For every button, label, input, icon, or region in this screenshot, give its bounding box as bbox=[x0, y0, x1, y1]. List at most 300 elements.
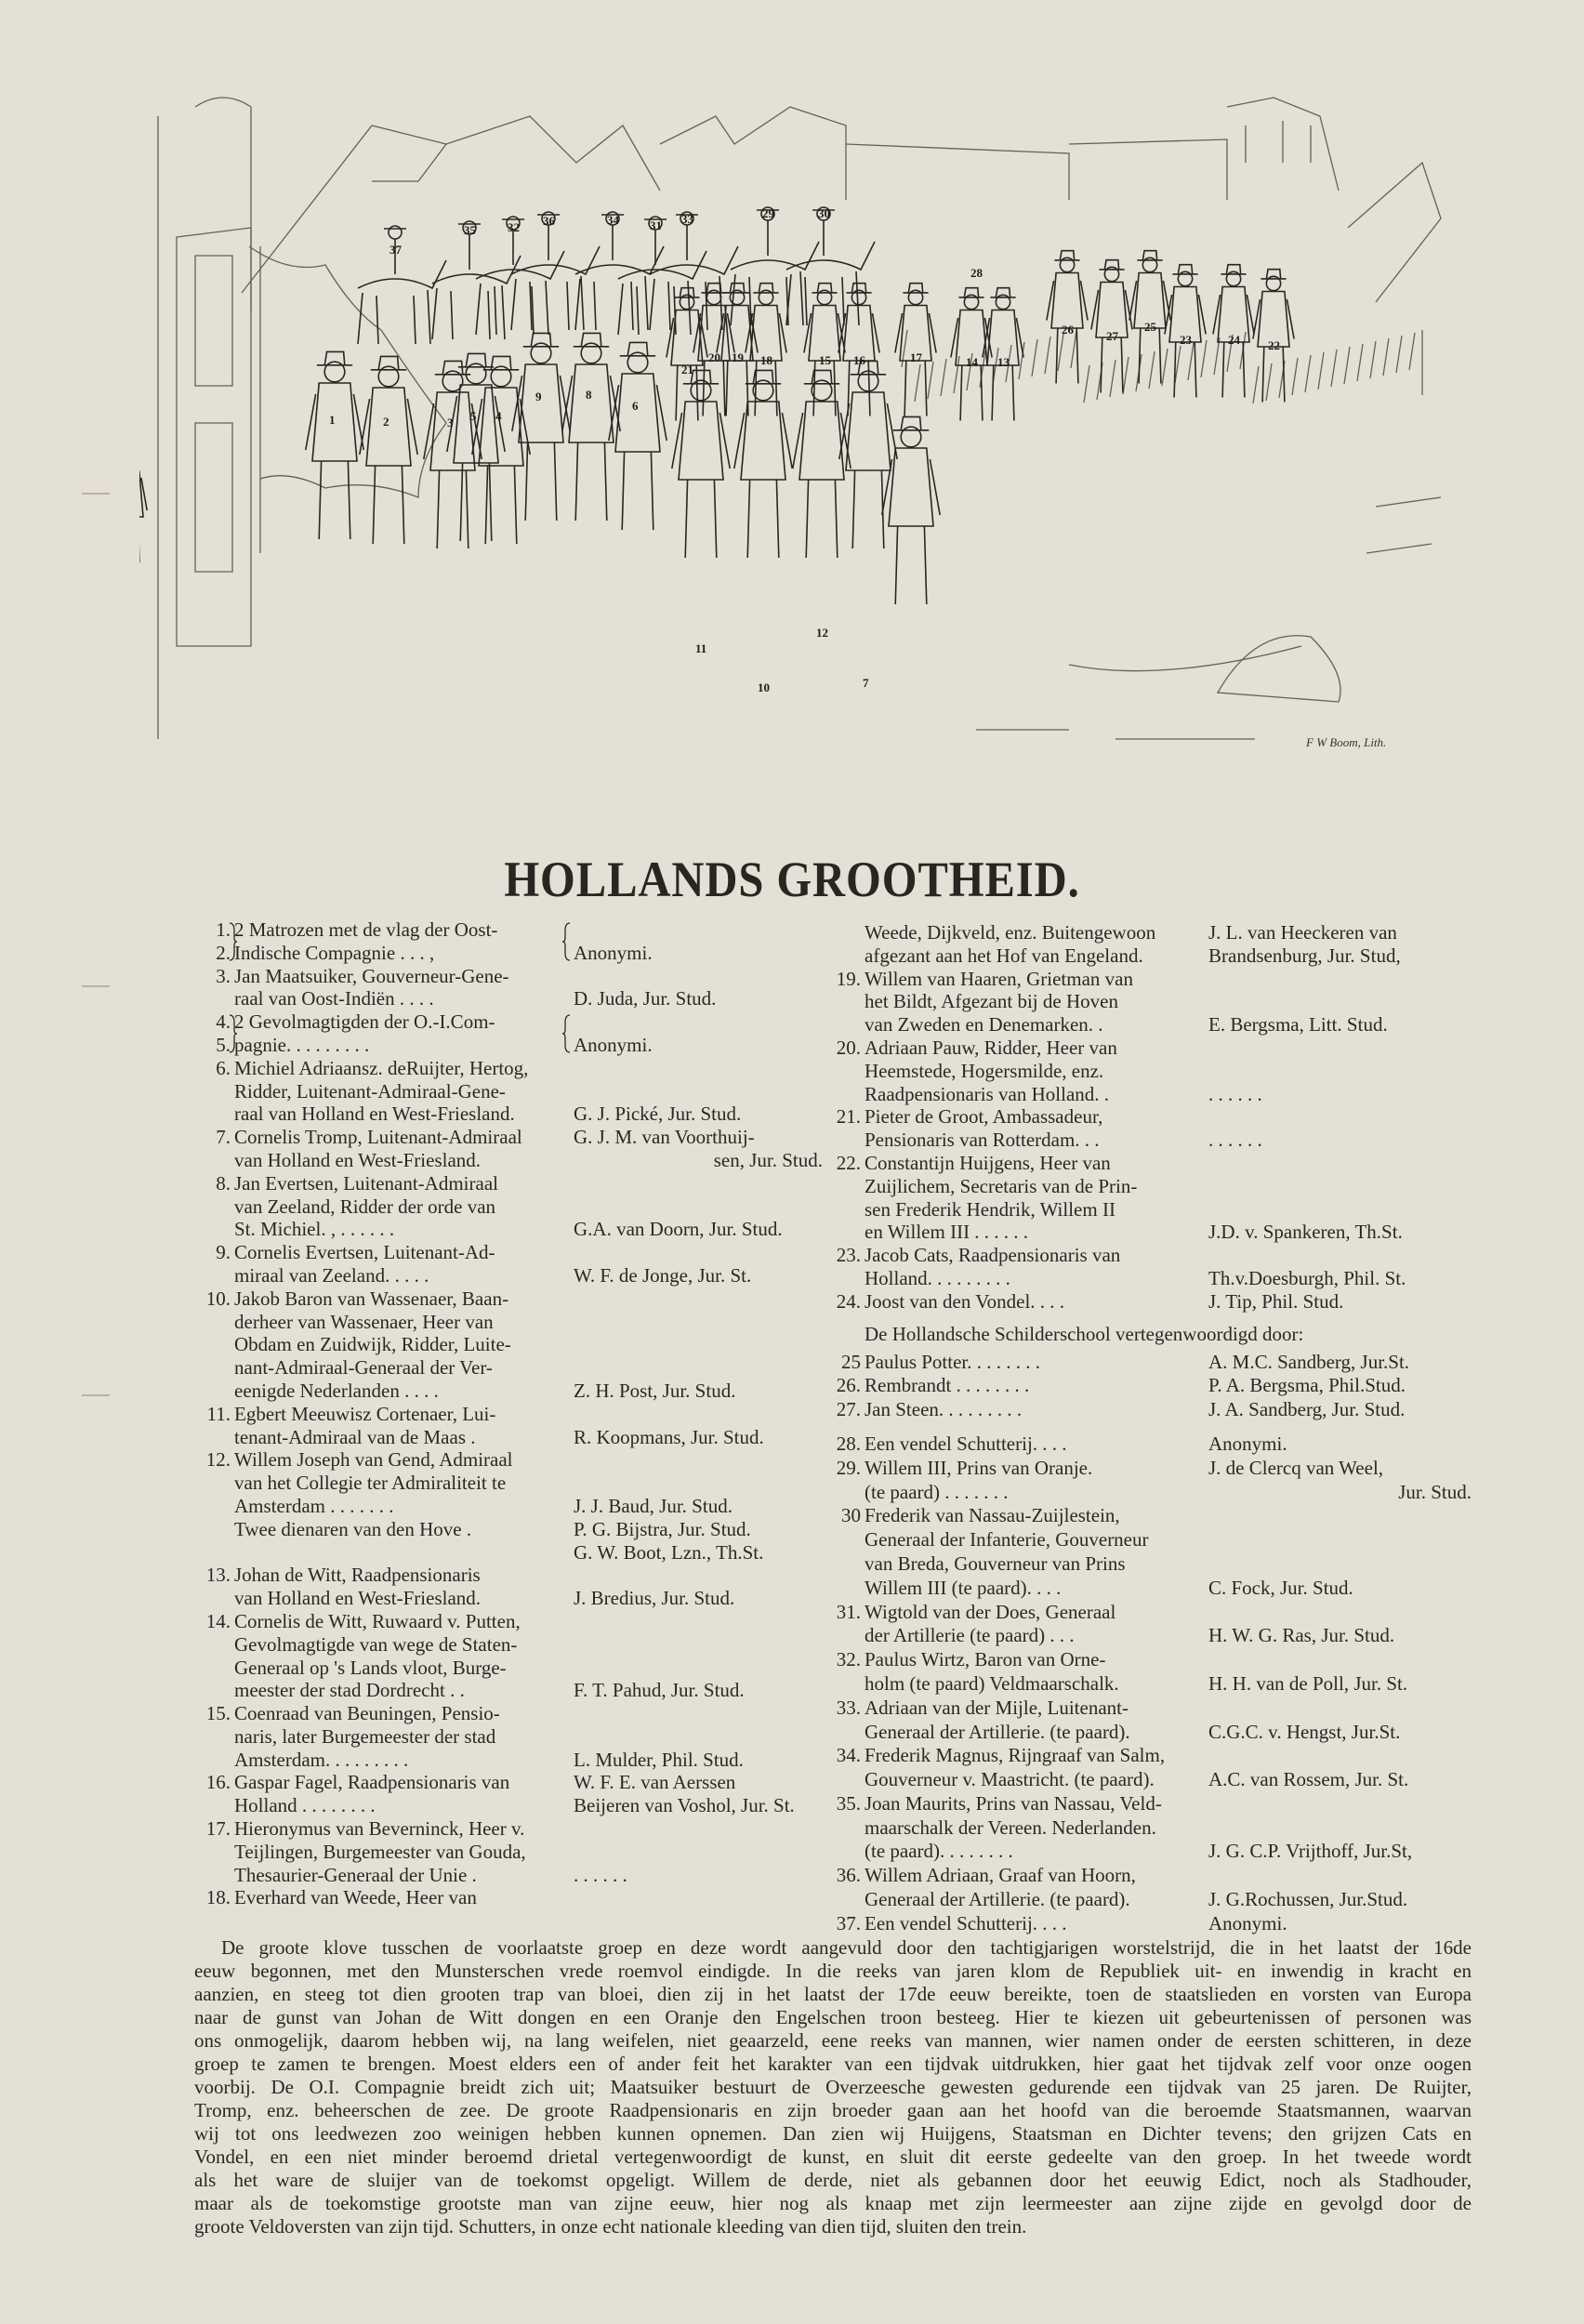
character-description: Willem van Haaren, Grietman van bbox=[865, 967, 1133, 990]
figure-icon bbox=[1253, 270, 1294, 403]
paragraph-line-text: maar als de toekomstige grootste man van zijne eeuw, hier nog als knaap met zijn leermeester aan zijne zijde en gevolgd door de bbox=[194, 2192, 1472, 2214]
pike-icon bbox=[1383, 338, 1389, 376]
entry-number: 7. bbox=[216, 1126, 231, 1149]
performer-name: Beijeren van Voshol, Jur. St. bbox=[574, 1794, 795, 1817]
cast-entry-line bbox=[818, 1697, 1303, 1721]
performer-name: Z. H. Post, Jur. Stud. bbox=[574, 1379, 736, 1402]
character-description: Cornelis Tromp, Luitenant-Admiraal bbox=[234, 1126, 522, 1149]
character-description: Pieter de Groot, Ambassadeur, bbox=[865, 1105, 1103, 1129]
pike-icon bbox=[1370, 341, 1376, 378]
performer-name: P. G. Bijstra, Jur. Stud. bbox=[574, 1517, 751, 1540]
cast-entry-line bbox=[818, 1037, 1303, 1060]
entry-number: 36. bbox=[836, 1864, 861, 1887]
entry-number: 1. bbox=[216, 918, 231, 941]
cast-entry-line bbox=[818, 1433, 1303, 1457]
performer-name: C.G.C. v. Hengst, Jur.St. bbox=[1208, 1720, 1401, 1743]
character-description: Gaspar Fagel, Raadpensionaris van bbox=[234, 1771, 510, 1794]
figure-icon bbox=[672, 370, 730, 558]
performer-name: C. Fock, Jur. Stud. bbox=[1208, 1576, 1353, 1599]
performer-name: Brandsenburg, Jur. Stud, bbox=[1208, 944, 1401, 967]
character-description: Joost van den Vondel. . . . bbox=[865, 1289, 1065, 1313]
cast-entry-line bbox=[818, 944, 1401, 968]
paragraph-line bbox=[194, 2099, 1472, 2122]
cast-entry-line bbox=[818, 1552, 1303, 1577]
cast-entry-line bbox=[818, 1504, 1303, 1528]
character-description: Willem Joseph van Gend, Admiraal bbox=[234, 1448, 513, 1472]
character-description: Obdam en Zuidwijk, Ridder, Luite- bbox=[234, 1333, 511, 1356]
figure-number-label: 31 bbox=[650, 218, 662, 232]
pike-icon bbox=[1331, 350, 1337, 387]
entry-number: 22. bbox=[836, 1151, 861, 1174]
entry-number: 4. bbox=[216, 1010, 231, 1034]
figure-number-label: 17 bbox=[910, 350, 922, 364]
performer-name: G.A. van Doorn, Jur. Stud. bbox=[574, 1218, 783, 1241]
performer-name: G. J. M. van Voorthuij- bbox=[574, 1126, 755, 1149]
performer-name: J. Tip, Phil. Stud. bbox=[1208, 1289, 1344, 1313]
figure-number-label: 29 bbox=[762, 206, 774, 220]
cast-entry-line bbox=[818, 1289, 1344, 1314]
entry-number: 12. bbox=[205, 1448, 231, 1472]
cast-entry-line bbox=[818, 1480, 1472, 1505]
cast-entry-line bbox=[818, 1244, 1303, 1267]
paragraph-line-text: Tromp, enz. beheerschen de zee. De groote Raadpensionaris en zijn broeder gaan aan het hoofd van die beroemde Staatsmannen, waarvan bbox=[194, 2099, 1472, 2121]
figure-number-label: 9 bbox=[535, 390, 542, 403]
character-description: Jan Evertsen, Luitenant-Admiraal bbox=[234, 1171, 498, 1195]
performer-name: J. G.Rochussen, Jur.Stud. bbox=[1208, 1888, 1408, 1911]
entry-number: 15. bbox=[205, 1702, 231, 1725]
brace-icon bbox=[561, 1013, 571, 1054]
performer-name: H. W. G. Ras, Jur. Stud. bbox=[1208, 1624, 1395, 1647]
performer-name: . . . . . . bbox=[1208, 1129, 1262, 1152]
character-description: raal van Holland en West-Friesland. bbox=[234, 1103, 515, 1126]
character-description: Paulus Wirtz, Baron van Orne- bbox=[865, 1648, 1106, 1671]
character-description: Willem Adriaan, Graaf van Hoorn, bbox=[865, 1864, 1136, 1887]
sketch-line bbox=[249, 246, 446, 497]
pike-icon bbox=[1305, 355, 1311, 392]
figure-number-label: 7 bbox=[863, 676, 869, 690]
cast-entry-line bbox=[818, 1601, 1303, 1625]
entry-number: 28. bbox=[836, 1432, 861, 1455]
figure-icon bbox=[1047, 251, 1088, 384]
pike-icon bbox=[1214, 337, 1220, 375]
character-description: (te paard). . . . . . . . bbox=[865, 1840, 1013, 1863]
performer-name: J. J. Baud, Jur. Stud. bbox=[574, 1494, 733, 1517]
sketch-line bbox=[195, 423, 232, 572]
entry-number: 14. bbox=[205, 1609, 231, 1632]
pike-icon bbox=[1188, 343, 1194, 380]
entry-number: 10. bbox=[205, 1287, 231, 1310]
figure-number-label: 16 bbox=[853, 353, 865, 367]
paragraph-line bbox=[194, 1960, 1472, 1983]
sketch-line bbox=[1069, 646, 1301, 671]
character-description: Gouverneur v. Maastricht. (te paard). bbox=[865, 1768, 1155, 1791]
character-description: van Holland en West-Friesland. bbox=[234, 1148, 482, 1171]
figure-number-label: 3 bbox=[447, 416, 454, 429]
character-description: Heemstede, Hogersmilde, enz. bbox=[865, 1059, 1104, 1082]
figure-icon bbox=[306, 351, 363, 539]
cast-entry-line bbox=[818, 1398, 1406, 1422]
cast-entry-line bbox=[818, 1266, 1406, 1290]
performer-name: Anonymi. bbox=[574, 941, 653, 964]
paragraph-line-text: eeuw begonnen, met den Munsterschen vrede roemvol eindigde. In die reeks van jaren klom de Republiek uit- en inwendig in kracht en bbox=[194, 1960, 1472, 1982]
pike-icon bbox=[1253, 366, 1259, 403]
cast-entry-line bbox=[818, 1350, 1410, 1375]
character-description: Adriaan Pauw, Ridder, Heer van bbox=[865, 1036, 1117, 1059]
character-description: Willem III, Prins van Oranje. bbox=[865, 1456, 1093, 1479]
paragraph-line bbox=[194, 2029, 1472, 2053]
pike-icon bbox=[1201, 340, 1207, 377]
entry-number: 3. bbox=[216, 964, 231, 987]
binding-mark bbox=[82, 493, 110, 495]
character-description: pagnie. . . . . . . . . bbox=[234, 1033, 370, 1056]
character-description: St. Michiel. , . . . . . . bbox=[234, 1218, 395, 1241]
figure-icon bbox=[838, 284, 879, 416]
entry-number: 18. bbox=[205, 1886, 231, 1909]
pike-icon bbox=[1058, 334, 1063, 371]
cast-entry-line bbox=[818, 1105, 1303, 1129]
entry-number: 33. bbox=[836, 1696, 861, 1719]
cast-entry-line bbox=[818, 1840, 1413, 1864]
performer-name: J. L. van Heeckeren van bbox=[1208, 921, 1397, 944]
performer-name: . . . . . . bbox=[1208, 1082, 1262, 1105]
performer-name: R. Koopmans, Jur. Stud. bbox=[574, 1425, 764, 1448]
entry-number: 23. bbox=[836, 1244, 861, 1267]
character-description: Generaal der Artillerie. (te paard). bbox=[865, 1888, 1130, 1911]
character-description: raal van Oost-Indiën . . . . bbox=[234, 987, 434, 1010]
character-description: Zuijlichem, Secretaris van de Prin- bbox=[865, 1174, 1138, 1197]
paragraph-line bbox=[194, 2192, 1472, 2215]
character-description: afgezant aan het Hof van Engeland. bbox=[865, 944, 1143, 967]
cast-entry-line bbox=[818, 1671, 1408, 1697]
binding-mark bbox=[82, 985, 110, 987]
pike-icon bbox=[1292, 358, 1298, 395]
horse-rider-icon bbox=[618, 217, 706, 335]
performer-name: Anonymi. bbox=[574, 1033, 653, 1056]
entry-number: 30 bbox=[841, 1504, 861, 1527]
entry-number: 26. bbox=[836, 1374, 861, 1397]
performer-name: J. de Clercq van Weel, bbox=[1208, 1456, 1384, 1479]
figure-icon bbox=[512, 333, 570, 521]
pike-icon bbox=[1032, 339, 1037, 376]
sketch-line bbox=[1218, 636, 1340, 702]
figure-number-label: 6 bbox=[632, 399, 639, 413]
brace-icon bbox=[229, 921, 238, 962]
character-description: Hieronymus van Beverninck, Heer v. bbox=[234, 1817, 525, 1841]
paragraph-line bbox=[194, 2053, 1472, 2076]
figure-icon bbox=[746, 284, 786, 416]
character-description: Cornelis Evertsen, Luitenant-Ad- bbox=[234, 1241, 495, 1264]
performer-name: J. A. Sandberg, Jur. Stud. bbox=[1208, 1398, 1406, 1421]
performer-name: Th.v.Doesburgh, Phil. St. bbox=[1208, 1266, 1406, 1289]
character-description: Everhard van Weede, Heer van bbox=[234, 1886, 477, 1909]
character-description: Frederik Magnus, Rijngraaf van Salm, bbox=[865, 1744, 1166, 1767]
character-description: naris, later Burgemeester der stad bbox=[234, 1724, 496, 1748]
pike-icon bbox=[1123, 357, 1129, 394]
pike-icon bbox=[941, 359, 946, 396]
entry-number: 35. bbox=[836, 1791, 861, 1815]
figure-number-label: 26 bbox=[1062, 323, 1074, 337]
character-description: Frederik van Nassau-Zuijlestein, bbox=[865, 1504, 1120, 1527]
entry-number: 5. bbox=[216, 1033, 231, 1056]
performer-name: W. F. E. van Aerssen bbox=[574, 1771, 736, 1794]
spacer bbox=[818, 1422, 1303, 1433]
character-description: Teijlingen, Burgemeester van Gouda, bbox=[234, 1840, 526, 1863]
performer-name: A.C. van Rossem, Jur. St. bbox=[1208, 1768, 1409, 1791]
figure-number-label: 35 bbox=[464, 223, 476, 237]
cast-entry-line bbox=[818, 1198, 1303, 1221]
procession-illustration bbox=[139, 88, 1459, 767]
cast-entry-line bbox=[818, 1129, 1303, 1152]
entry-number: 8. bbox=[216, 1171, 231, 1195]
figure-number-label: 19 bbox=[732, 350, 744, 364]
character-description: meester der stad Dordrecht . . bbox=[234, 1679, 465, 1702]
character-description: en Willem III . . . . . . bbox=[865, 1221, 1029, 1244]
paragraph-line-text: ons onmogelijk, daarom hebben wij, na lang weifelen, niet geaarzeld, eene reeks van mannen, wier namen onder de eersten schitteren, in deze bbox=[194, 2029, 1472, 2052]
figure-icon bbox=[1129, 251, 1170, 384]
entry-number: 6. bbox=[216, 1056, 231, 1079]
performer-name: P. A. Bergsma, Phil.Stud. bbox=[1208, 1374, 1406, 1397]
brace-icon bbox=[229, 1013, 238, 1054]
pike-icon bbox=[1344, 347, 1350, 384]
cast-entry-line bbox=[818, 1013, 1388, 1037]
performer-name: . . . . . . bbox=[574, 1863, 627, 1886]
entry-number: 34. bbox=[836, 1744, 861, 1767]
cast-entry-line bbox=[818, 1624, 1395, 1648]
paragraph-line-text: groote Veldoversten van zijn tijd. Schutters, in onze echt nationale kleeding van dien tijd, sluiten den trein. bbox=[194, 2215, 1027, 2238]
pike-icon bbox=[1409, 333, 1415, 370]
cast-entry-line bbox=[818, 1221, 1403, 1244]
cast-entry-line bbox=[818, 1456, 1384, 1481]
figure-number-label: 2 bbox=[383, 415, 389, 429]
sketch-line bbox=[1246, 121, 1311, 163]
entry-number: 9. bbox=[216, 1241, 231, 1264]
pike-icon bbox=[928, 362, 933, 399]
character-description: 2 Matrozen met de vlag der Oost- bbox=[234, 918, 498, 941]
pike-icon bbox=[1110, 360, 1115, 397]
sketch-line bbox=[1366, 497, 1441, 553]
entry-number: 17. bbox=[205, 1817, 231, 1841]
performer-name: J. G. C.P. Vrijthoff, Jur.St, bbox=[1208, 1840, 1413, 1863]
pike-icon bbox=[1396, 336, 1402, 373]
character-description: van Holland en West-Friesland. bbox=[234, 1587, 482, 1610]
figure-number-label: 25 bbox=[1144, 320, 1156, 334]
cast-entry-line bbox=[818, 968, 1303, 991]
character-description: Amsterdam . . . . . . . bbox=[234, 1494, 394, 1517]
performer-name: F. T. Pahud, Jur. Stud. bbox=[574, 1679, 745, 1702]
character-description: Weede, Dijkveld, enz. Buitengewoon bbox=[865, 921, 1156, 944]
figure-number-label: 10 bbox=[758, 680, 770, 694]
entry-number: 27. bbox=[836, 1398, 861, 1421]
character-description: Joan Maurits, Prins van Nassau, Veld- bbox=[865, 1791, 1162, 1815]
sketch-line bbox=[1348, 163, 1441, 302]
sketch-line bbox=[846, 144, 1069, 200]
character-description: Jacob Cats, Raadpensionaris van bbox=[865, 1244, 1121, 1267]
performer-name: G. J. Pické, Jur. Stud. bbox=[574, 1103, 742, 1126]
paragraph-line-text: Vondel, en een niet minder beroemd drietal vertegenwoordigt de kunst, en sluit dit eerste gedeelte van den groep. In het tweede wordt bbox=[194, 2146, 1472, 2168]
cast-entry-line bbox=[818, 1083, 1303, 1106]
character-description: Amsterdam. . . . . . . . . bbox=[234, 1748, 409, 1771]
pike-icon bbox=[1071, 331, 1076, 368]
figure-number-label: 30 bbox=[818, 206, 830, 220]
paragraph-line-text: voorbij. De O.I. Compagnie breidt zich uit; Maatsuiker bestuurt de Overzeesche gewesten gedurende een tijdvak van 25 jaren. De Ruijter, bbox=[194, 2076, 1472, 2098]
entry-number: 19. bbox=[836, 967, 861, 990]
entry-number: 2. bbox=[216, 941, 231, 964]
entry-number: 21. bbox=[836, 1105, 861, 1129]
paragraph-line bbox=[194, 2146, 1472, 2169]
character-description: Jan Maatsuiker, Gouverneur-Gene- bbox=[234, 964, 509, 987]
figure-number-label: 12 bbox=[816, 626, 828, 640]
cast-entry-line bbox=[818, 1792, 1303, 1816]
figure-number-label: 18 bbox=[760, 353, 772, 367]
character-description: van Breda, Gouverneur van Prins bbox=[865, 1552, 1126, 1575]
sketch-line bbox=[195, 256, 232, 386]
character-description: tenant-Admiraal van de Maas . bbox=[234, 1425, 476, 1448]
character-description: van het Collegie ter Admiraliteit te bbox=[234, 1472, 507, 1495]
sketch-line bbox=[446, 116, 660, 191]
pike-icon bbox=[1149, 351, 1155, 389]
paragraph-line-text: als het ware de sluijer van de toekomst opgeligt. Willem de derde, niet als gebannen door het eeuwig Edict, noch als Stadhouder, bbox=[194, 2169, 1472, 2191]
cast-entry-line bbox=[818, 921, 1397, 944]
performer-name: J. Bredius, Jur. Stud. bbox=[574, 1587, 735, 1610]
paragraph-line-text: naar de gunst van Johan de Witt dongen en een Oranje den Engelschen troon besteeg. Hier te kiezen uit gebeurtenissen of personen was bbox=[194, 2006, 1472, 2028]
character-description: Michiel Adriaansz. deRuijter, Hertog, bbox=[234, 1056, 529, 1079]
figure-number-label: 28 bbox=[970, 266, 983, 280]
figure-icon bbox=[734, 370, 792, 558]
figure-number-label: 23 bbox=[1180, 333, 1192, 347]
paragraph-line-text: aanzien, en steeg tot dien grooten trap van bloei, dien zij in het laatst der 17de eeuw bereikte, toen de staatslieden en vorsten van Europa bbox=[194, 1983, 1472, 2005]
figure-icon bbox=[447, 353, 505, 541]
character-description: Constantijn Huijgens, Heer van bbox=[865, 1151, 1111, 1174]
figure-number-label: 22 bbox=[1268, 338, 1280, 352]
cast-entry-line bbox=[818, 1912, 1303, 1936]
performer-name: D. Juda, Jur. Stud. bbox=[574, 987, 717, 1010]
cast-entry-line bbox=[818, 1720, 1401, 1745]
character-description: Cornelis de Witt, Ruwaard v. Putten, bbox=[234, 1609, 521, 1632]
pike-icon bbox=[1045, 337, 1050, 374]
character-description: der Artillerie (te paard) . . . bbox=[865, 1624, 1075, 1647]
binding-mark bbox=[82, 1394, 110, 1396]
pike-icon bbox=[1162, 349, 1168, 386]
cast-entry-line bbox=[818, 1888, 1408, 1912]
performer-name: sen, Jur. Stud. bbox=[713, 1148, 823, 1171]
cast-entry-line bbox=[818, 1864, 1303, 1888]
character-description: Twee dienaren van den Hove . bbox=[234, 1517, 472, 1540]
character-description: Jan Steen. . . . . . . . . bbox=[865, 1398, 1023, 1421]
figure-number-label: 27 bbox=[1106, 329, 1118, 343]
sketch-line bbox=[372, 125, 446, 181]
cast-entry-line bbox=[818, 1528, 1303, 1552]
figure-number-label: 5 bbox=[470, 409, 477, 423]
entry-number: 24. bbox=[836, 1289, 861, 1313]
cast-entry-line bbox=[818, 1175, 1303, 1198]
entry-number: 16. bbox=[205, 1771, 231, 1794]
character-description: Een vendel Schutterij. . . . bbox=[865, 1911, 1067, 1934]
cast-entry-line bbox=[818, 1060, 1303, 1083]
paragraph-line bbox=[194, 1983, 1472, 2006]
pike-icon bbox=[1318, 352, 1324, 390]
performer-name: H. H. van de Poll, Jur. St. bbox=[1208, 1671, 1408, 1695]
figure-icon bbox=[139, 459, 147, 562]
figure-number-label: 24 bbox=[1228, 333, 1240, 347]
entry-number: 37. bbox=[836, 1911, 861, 1934]
figure-number-label: 37 bbox=[389, 243, 402, 257]
character-description: Egbert Meeuwisz Cortenaer, Lui- bbox=[234, 1402, 496, 1425]
sketch-line bbox=[195, 98, 251, 311]
figure-icon bbox=[1213, 265, 1254, 398]
character-description: Generaal der Infanterie, Gouverneur bbox=[865, 1528, 1149, 1552]
character-description: maarschalk der Vereen. Nederlanden. bbox=[865, 1816, 1156, 1839]
page-title: HOLLANDS GROOTHEID. bbox=[504, 852, 1080, 907]
entry-number: 13. bbox=[205, 1564, 231, 1587]
entry-number: 20. bbox=[836, 1036, 861, 1059]
character-description: eenigde Nederlanden . . . . bbox=[234, 1379, 439, 1402]
lithographer-signature: F W Boom, Lith. bbox=[1306, 735, 1387, 749]
paragraph-line bbox=[194, 2076, 1472, 2099]
cast-entry-line bbox=[818, 1744, 1303, 1768]
character-description: derheer van Wassenaer, Heer van bbox=[234, 1310, 494, 1333]
paragraph-line bbox=[194, 2006, 1472, 2029]
performer-name: A. M.C. Sandberg, Jur.St. bbox=[1208, 1350, 1410, 1373]
character-description: 2 Gevolmagtigden der O.-I.Com- bbox=[234, 1010, 495, 1034]
character-description: sen Frederik Hendrik, Willem II bbox=[865, 1197, 1115, 1221]
character-description: het Bildt, Afgezant bij de Hoven bbox=[865, 990, 1118, 1013]
cast-entry-line bbox=[818, 1374, 1406, 1398]
sketch-line bbox=[1069, 139, 1227, 200]
section-heading: De Hollandsche Schilderschool vertegenwoordigd door: bbox=[865, 1322, 1304, 1345]
character-description: Ridder, Luitenant-Admiraal-Gene- bbox=[234, 1079, 506, 1103]
performer-name: E. Bergsma, Litt. Stud. bbox=[1208, 1013, 1388, 1037]
figure-icon bbox=[1165, 265, 1206, 398]
paragraph-line-text: groep te zamen te brengen. Moest elders een of ander feit het karakter van een tijdvak uitdrukken, hier gaat het tijdvak zelf voor onze oogen bbox=[194, 2053, 1472, 2075]
figure-number-label: 11 bbox=[695, 641, 707, 655]
entry-number: 25 bbox=[841, 1350, 861, 1373]
cast-entry-line bbox=[818, 1768, 1409, 1792]
figure-number-label: 36 bbox=[543, 214, 555, 228]
pike-icon bbox=[1084, 365, 1089, 403]
character-description: Een vendel Schutterij. . . . bbox=[865, 1432, 1067, 1455]
cast-entry-line bbox=[818, 1152, 1303, 1175]
figure-number-label: 20 bbox=[708, 350, 720, 364]
performer-name: Jur. Stud. bbox=[1398, 1480, 1472, 1503]
character-description: Paulus Potter. . . . . . . . bbox=[865, 1350, 1041, 1373]
character-description: Holland. . . . . . . . . bbox=[865, 1266, 1010, 1289]
character-description: nant-Admiraal-Generaal der Ver- bbox=[234, 1356, 493, 1380]
figure-icon bbox=[793, 370, 851, 558]
figure-number-label: 8 bbox=[586, 388, 592, 402]
character-description: Coenraad van Beuningen, Pensio- bbox=[234, 1702, 500, 1725]
character-description: holm (te paard) Veldmaarschalk. bbox=[865, 1671, 1119, 1695]
pike-icon bbox=[915, 364, 920, 402]
character-description: Willem III (te paard). . . . bbox=[865, 1576, 1062, 1599]
character-description: Raadpensionaris van Holland. . bbox=[865, 1082, 1110, 1105]
character-description: Generaal op 's Lands vloot, Burge- bbox=[234, 1656, 507, 1679]
performer-name: Anonymi. bbox=[1208, 1911, 1287, 1934]
character-description: Pensionaris van Rotterdam. . . bbox=[865, 1129, 1100, 1152]
brace-icon bbox=[561, 921, 571, 962]
character-description: van Zweden en Denemarken. . bbox=[865, 1013, 1103, 1037]
character-description: Jakob Baron van Wassenaer, Baan- bbox=[234, 1287, 509, 1310]
figure-number-label: 32 bbox=[508, 220, 520, 234]
figure-number-label: 1 bbox=[329, 413, 336, 427]
character-description: Holland . . . . . . . . bbox=[234, 1794, 376, 1817]
character-description: miraal van Zeeland. . . . . bbox=[234, 1263, 429, 1287]
figure-number-label: 21 bbox=[681, 363, 693, 376]
figure-icon bbox=[360, 356, 417, 544]
paragraph-line bbox=[194, 1936, 1472, 1960]
pike-icon bbox=[1266, 363, 1272, 401]
paragraph-line bbox=[194, 2122, 1472, 2146]
figure-number-label: 34 bbox=[607, 213, 619, 227]
